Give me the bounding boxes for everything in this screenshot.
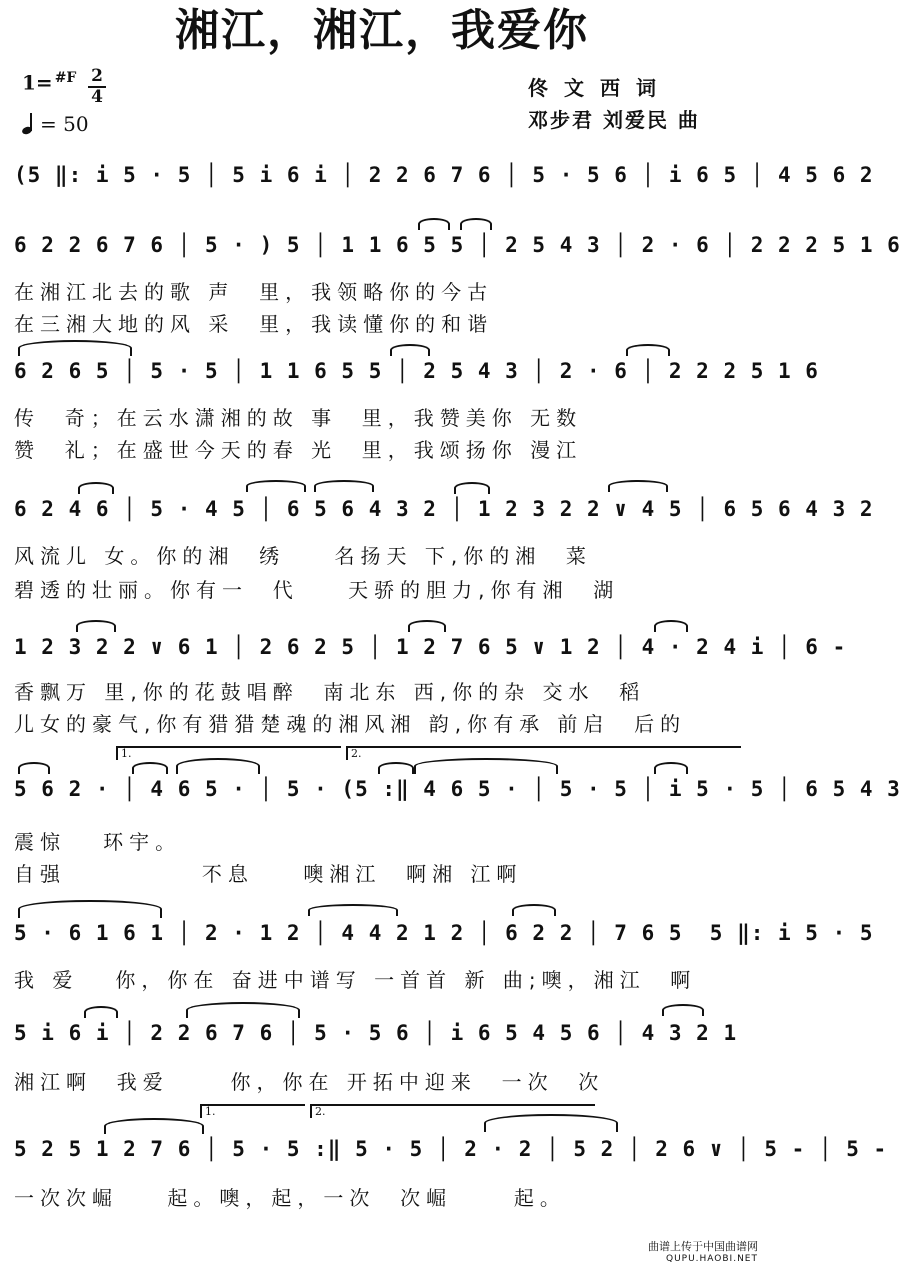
notation-line (14, 1130, 888, 1174)
volta-second: 2. (346, 746, 741, 760)
lyric-line: 香飘万 里,你的花鼓唱醉 南北东 西,你的杂 交水 稻 (14, 680, 646, 704)
notation-line (14, 770, 901, 814)
lyric-line: 在三湘大地的风 采 里，我读懂你的和谐 (14, 312, 494, 336)
composer-credit: 邓步君 刘爱民 曲 (528, 108, 700, 132)
notes-text: 5 · 6 1 6 1 │ 2 · 1 2 │ 4 4 2 1 2 │ 6 2 2 │ 7 6 5 5 ‖: i 5 · 5 (14, 921, 874, 945)
meter-bottom: 4 (91, 87, 103, 107)
notes-text: 5 2 5 1 2 7 6 │ 5 · 5 :‖ 5 · 5 │ 2 · 2 │ 5 2 │ 2 6 ∨ │ 5 - │ 5 - (14, 1137, 888, 1161)
page-title: 湘江，湘江，我爱你 (175, 5, 589, 56)
notation-line (14, 914, 874, 958)
notation-line (14, 156, 874, 200)
tempo-value: = 50 (40, 112, 89, 136)
watermark-text: 曲谱上传于中国曲谱网 (648, 1240, 758, 1253)
quarter-note-icon (22, 112, 36, 134)
notes-text: 1 2 3 2 2 ∨ 6 1 │ 2 6 2 5 │ 1 2 7 6 5 ∨ 1 2 │ 4 · 2 4 i │ 6 - (14, 635, 847, 659)
notes-text: 6 2 4 6 │ 5 · 4 5 │ 6 5 6 4 3 2 │ 1 2 3 2 2 ∨ 4 5 │ 6 5 6 4 3 2 (14, 497, 874, 521)
lyric-line: 自强 不息 噢湘江 啊湘 江啊 (14, 862, 523, 886)
notation-line (14, 226, 901, 270)
lyricist-credit: 佟文西词 (528, 76, 672, 100)
lyric-line: 我 爱 你，你在 奋进中谱写 一首首 新 曲;噢，湘江 啊 (14, 968, 697, 992)
key-signature (22, 70, 76, 95)
key-sharp: #F (54, 70, 77, 86)
lyric-line: 碧透的壮丽。你有一 代 天骄的胆力,你有湘 湖 (14, 578, 620, 602)
lyric-line: 一次次崛 起。噢，起，一次 次崛 起。 (14, 1186, 566, 1210)
tempo-mark (22, 112, 89, 136)
notes-text: 5 6 2 · │ 4 6 5 · │ 5 · (5 :‖ 4 6 5 · │ 5 · 5 │ i 5 · 5 │ 6 5 4 3 (14, 777, 901, 801)
lyric-line: 传 奇；在云水潇湘的故 事 里，我赞美你 无数 (14, 406, 583, 430)
volta-first: 1. (200, 1104, 305, 1118)
notes-text: 6 2 6 5 │ 5 · 5 │ 1 1 6 5 5 │ 2 5 4 3 │ 2 · 6 │ 2 2 2 5 1 6 (14, 359, 819, 383)
lyric-line: 赞 礼；在盛世今天的春 光 里，我颂扬你 漫江 (14, 438, 583, 462)
notation-line (14, 490, 874, 534)
notation-line (14, 1014, 750, 1058)
notation-line (14, 628, 847, 672)
volta-first: 1. (116, 746, 341, 760)
notes-text: (5 ‖: i 5 · 5 │ 5 i 6 i │ 2 2 6 7 6 │ 5 · 5 6 │ i 6 5 │ 4 5 6 2 (14, 163, 874, 187)
lyric-line: 湘江啊 我爱 你，你在 开拓中迎来 一次 次 (14, 1070, 605, 1094)
time-signature (88, 68, 106, 106)
lyric-line: 震惊 环宇。 (14, 830, 182, 854)
volta-second: 2. (310, 1104, 595, 1118)
notes-text: 5 i 6 i │ 2 2 6 7 6 │ 5 · 5 6 │ i 6 5 4 5 6 │ 4 3 2 1 (14, 1021, 738, 1045)
lyric-line: 在湘江北去的歌 声 里，我领略你的今古 (14, 280, 494, 304)
watermark (648, 1240, 758, 1266)
notation-line (14, 352, 819, 396)
lyric-line: 风流儿 女。你的湘 绣 名扬天 下,你的湘 菜 (14, 544, 592, 568)
watermark-site: QUPU.HAOBI.NET (665, 1254, 758, 1264)
lyric-line: 儿女的豪气,你有猎猎楚魂的湘风湘 韵,你有承 前启 后的 (14, 712, 687, 736)
key-label: 1= (22, 70, 53, 95)
meter-top: 2 (91, 66, 103, 86)
notes-text: 6 2 2 6 7 6 │ 5 · ) 5 │ 1 1 6 5 5 │ 2 5 4 3 │ 2 · 6 │ 2 2 2 5 1 6 (14, 233, 901, 257)
